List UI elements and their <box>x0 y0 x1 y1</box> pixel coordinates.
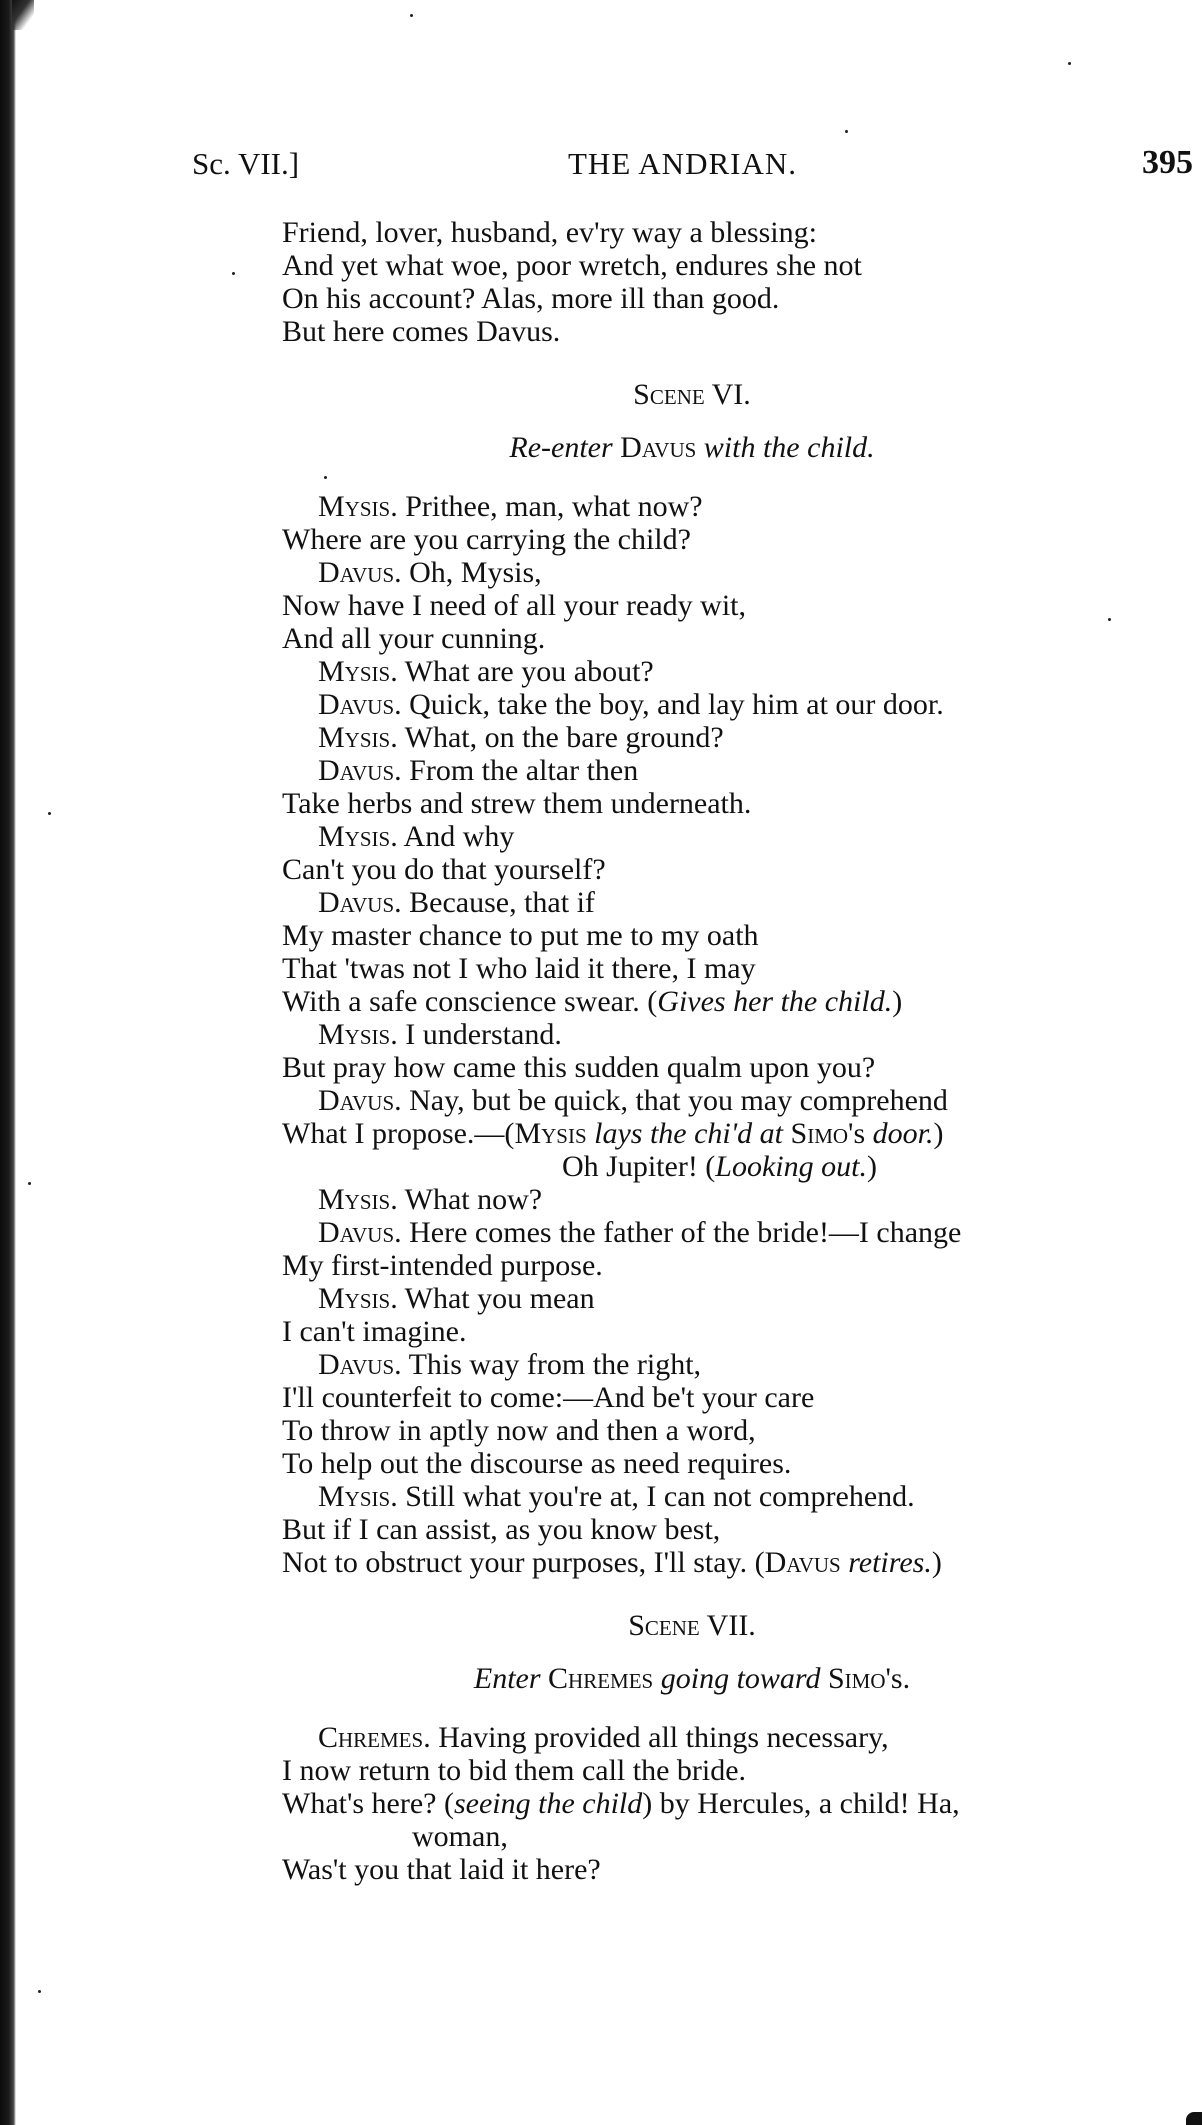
verse-line: On his account? Alas, more ill than good. <box>282 282 780 315</box>
dialogue-line: Mysis. Still what you're at, I can not comprehend. <box>318 1480 915 1513</box>
dialogue-line: Davus. Oh, Mysis, <box>318 556 542 589</box>
speaker: Mysis. <box>318 655 398 688</box>
binding-gutter <box>0 0 16 2125</box>
dialogue-line: What I propose.—(Mysis lays the chi'd at Simo's door.) <box>282 1117 944 1150</box>
play-text <box>282 216 1182 1886</box>
paper-speck <box>38 1990 41 1993</box>
dialogue-line: Now have I need of all your ready wit, <box>282 589 747 622</box>
dialogue-line: My master chance to put me to my oath <box>282 919 759 952</box>
paper-speck <box>48 812 51 815</box>
stage-direction: Re-enter Davus with the child. <box>509 431 875 464</box>
dialogue-line: Take herbs and strew them underneath. <box>282 787 752 820</box>
dialogue-line: Mysis. Prithee, man, what now? <box>318 490 703 523</box>
dialogue-line: That 'twas not I who laid it there, I may <box>282 952 756 985</box>
dialogue-line: I now return to bid them call the bride. <box>282 1754 747 1787</box>
dialogue-line: My first-intended purpose. <box>282 1249 603 1282</box>
speaker: Mysis. <box>318 1018 398 1051</box>
speaker: Mysis. <box>318 1480 398 1513</box>
speaker: Mysis. <box>318 1183 398 1216</box>
speaker: Chremes. <box>318 1721 431 1754</box>
running-title: THE ANDRIAN. <box>568 146 797 181</box>
dialogue-line: woman, <box>412 1820 508 1853</box>
speaker: Davus. <box>318 886 402 919</box>
dialogue-line: Davus. From the altar then <box>318 754 639 787</box>
dialogue-line: Can't you do that yourself? <box>282 853 606 886</box>
dialogue-line: What's here? (seeing the child) by Hercules, a child! Ha, <box>282 1787 960 1820</box>
speaker: Davus. <box>318 1348 402 1381</box>
dialogue-line: Mysis. What are you about? <box>318 655 654 688</box>
running-header <box>0 146 1202 190</box>
dialogue-line: But if I can assist, as you know best, <box>282 1513 721 1546</box>
speaker: Davus. <box>318 1084 402 1117</box>
speaker: Davus. <box>318 1216 402 1249</box>
dialogue-line: Where are you carrying the child? <box>282 523 691 556</box>
dialogue-line: Not to obstruct your purposes, I'll stay. (Davus retires.) <box>282 1546 942 1579</box>
speaker: Mysis. <box>318 1282 398 1315</box>
speaker: Mysis. <box>318 490 398 523</box>
speaker: Davus. <box>318 688 402 721</box>
dialogue-line: Mysis. What, on the bare ground? <box>318 721 724 754</box>
paper-speck <box>1068 62 1071 65</box>
scene-heading: Scene VII. <box>628 1609 756 1642</box>
dialogue-line: Mysis. What now? <box>318 1183 543 1216</box>
dialogue-line: Davus. Because, that if <box>318 886 595 919</box>
binding-corner <box>12 0 34 30</box>
dialogue-line: Davus. Nay, but be quick, that you may comprehend <box>318 1084 948 1117</box>
verse-line: And yet what woe, poor wretch, endures she not <box>282 249 862 282</box>
running-section-label: Sc. VII.] <box>192 146 300 181</box>
dialogue-line: Chremes. Having provided all things necessary, <box>318 1721 889 1754</box>
dialogue-line: To help out the discourse as need requires. <box>282 1447 792 1480</box>
verse-line: Friend, lover, husband, ev'ry way a blessing: <box>282 216 817 249</box>
dialogue-line: Mysis. And why <box>318 820 515 853</box>
dialogue-line: Davus. This way from the right, <box>318 1348 702 1381</box>
scene-heading: Scene VI. <box>633 378 751 411</box>
page-edge-mark <box>1186 2112 1202 2125</box>
dialogue-line: I can't imagine. <box>282 1315 467 1348</box>
dialogue-line: Mysis. I understand. <box>318 1018 562 1051</box>
speaker: Davus. <box>318 556 402 589</box>
stage-direction: Enter Chremes going toward Simo's. <box>473 1662 911 1695</box>
paper-speck <box>845 130 848 133</box>
dialogue-line: And all your cunning. <box>282 622 546 655</box>
dialogue-line: To throw in aptly now and then a word, <box>282 1414 756 1447</box>
dialogue-line: Davus. Quick, take the boy, and lay him at our door. <box>318 688 944 721</box>
speaker: Mysis. <box>318 820 398 853</box>
verse-line: But here comes Davus. <box>282 315 561 348</box>
paper-speck <box>28 1182 31 1185</box>
speaker: Davus. <box>318 754 402 787</box>
speaker: Mysis. <box>318 721 398 754</box>
page-number: 395 <box>1142 144 1193 181</box>
dialogue-line: With a safe conscience swear. (Gives her the child.) <box>282 985 903 1018</box>
dialogue-line: Oh Jupiter! (Looking out.) <box>562 1150 877 1183</box>
dialogue-line: But pray how came this sudden qualm upon you? <box>282 1051 876 1084</box>
dialogue-line: Mysis. What you mean <box>318 1282 595 1315</box>
dialogue-line: Was't you that laid it here? <box>282 1853 601 1886</box>
paper-speck <box>232 272 235 275</box>
dialogue-line: I'll counterfeit to come:—And be't your care <box>282 1381 815 1414</box>
dialogue-line: Davus. Here comes the father of the bride!—I change <box>318 1216 962 1249</box>
paper-speck <box>410 14 413 17</box>
